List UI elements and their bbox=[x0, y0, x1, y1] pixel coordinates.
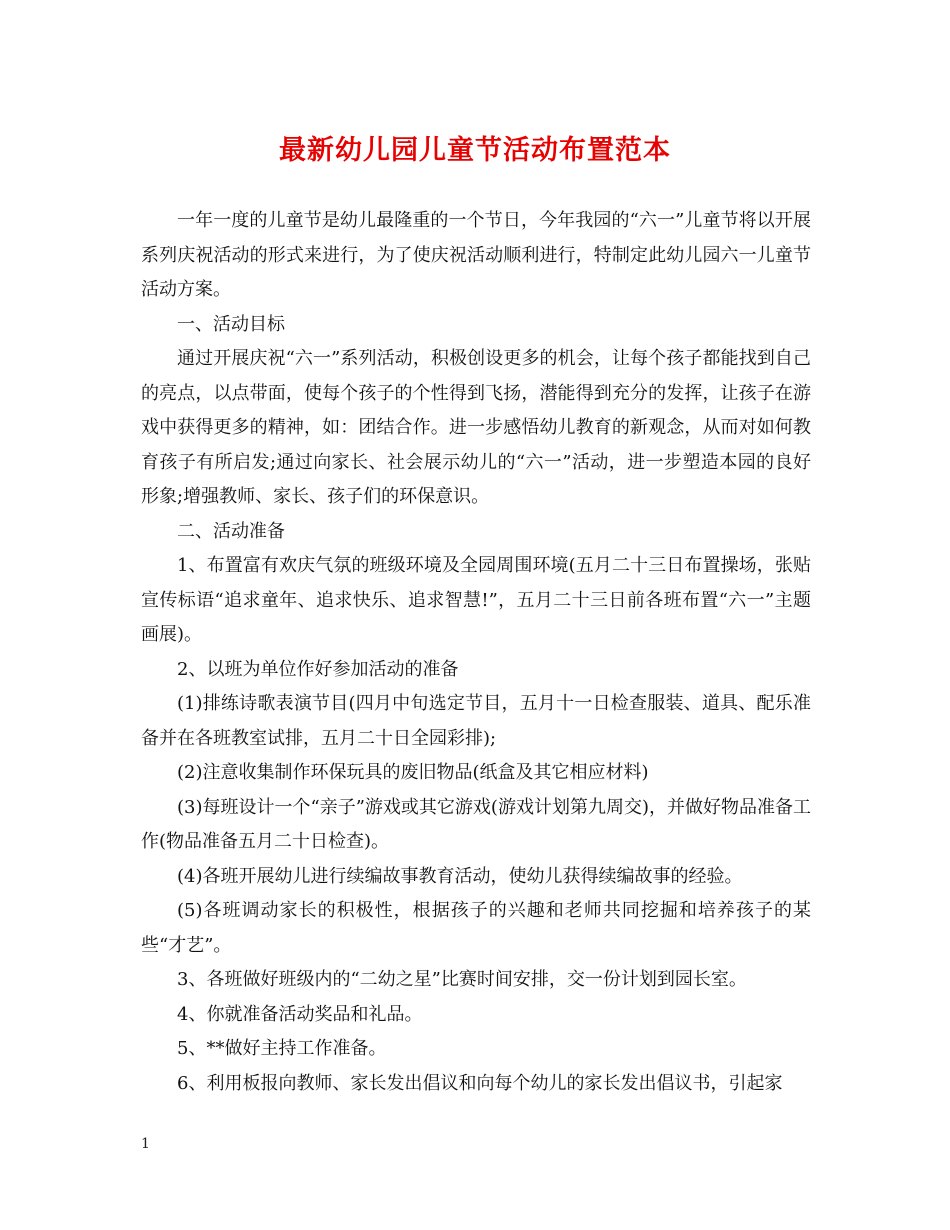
paragraph-prep-2-2: (2)注意收集制作环保玩具的废旧物品(纸盒及其它相应材料) bbox=[177, 762, 649, 783]
document-body bbox=[141, 204, 811, 1101]
heading-activity-preparation: 二、活动准备 bbox=[177, 520, 285, 542]
paragraph-prep-2-1: (1)排练诗歌表演节目(四月中旬选定节目，五月十一日检查服装、道具、配乐准备并在各班教室试排，五月二十日全园彩排); bbox=[141, 693, 811, 749]
paragraph-prep-2-5: (5)各班调动家长的积极性，根据孩子的兴趣和老师共同挖掘和培养孩子的某些“才艺”。 bbox=[141, 900, 811, 956]
paragraph-prep-5: 5、**做好主持工作准备。 bbox=[177, 1038, 387, 1059]
paragraph-intro: 一年一度的儿童节是幼儿最隆重的一个节日，今年我园的“六一”儿童节将以开展系列庆祝活动的形式来进行，为了使庆祝活动顺利进行，特制定此幼儿园六一儿童节活动方案。 bbox=[141, 210, 811, 300]
paragraph-prep-3: 3、各班做好班级内的“二幼之星”比赛时间安排，交一份计划到园长室。 bbox=[177, 969, 747, 990]
paragraph-prep-6: 6、利用板报向教师、家长发出倡议和向每个幼儿的家长发出倡议书，引起家 bbox=[177, 1072, 783, 1094]
heading-activity-goals: 一、活动目标 bbox=[177, 313, 285, 335]
paragraph-prep-4: 4、你就准备活动奖品和礼品。 bbox=[177, 1003, 423, 1025]
page-title: 最新幼儿园儿童节活动布置范本 bbox=[279, 135, 671, 166]
paragraph-prep-2-4: (4)各班开展幼儿进行续编故事教育活动，使幼儿获得续编故事的经验。 bbox=[177, 865, 743, 887]
paragraph-prep-2-3: (3)每班设计一个“亲子”游戏或其它游戏(游戏计划第九周交)，并做好物品准备工作(物品准备五月二十日检查)。 bbox=[141, 796, 811, 852]
paragraph-goals: 通过开展庆祝“六一”系列活动，积极创设更多的机会，让每个孩子都能找到自己的亮点，以点带面，使每个孩子的个性得到飞扬，潜能得到充分的发挥，让孩子在游戏中获得更多的精神，如：团结合作。进一步感悟幼儿教育的新观念，从而对如何教育孩子有所启发;通过向家长、社会展示幼儿的“六一”活动，进一步塑造本园的良好形象;增强教师、家长、孩子们的环保意识。 bbox=[141, 348, 811, 507]
paragraph-prep-1: 1、布置富有欢庆气氛的班级环境及全园周围环境(五月二十三日布置操场，张贴宣传标语“追求童年、追求快乐、追求智慧!”，五月二十三日前各班布置“六一”主题画展)。 bbox=[141, 555, 811, 645]
paragraph-prep-2: 2、以班为单位作好参加活动的准备 bbox=[177, 658, 459, 680]
page-number: 1 bbox=[141, 1136, 150, 1152]
